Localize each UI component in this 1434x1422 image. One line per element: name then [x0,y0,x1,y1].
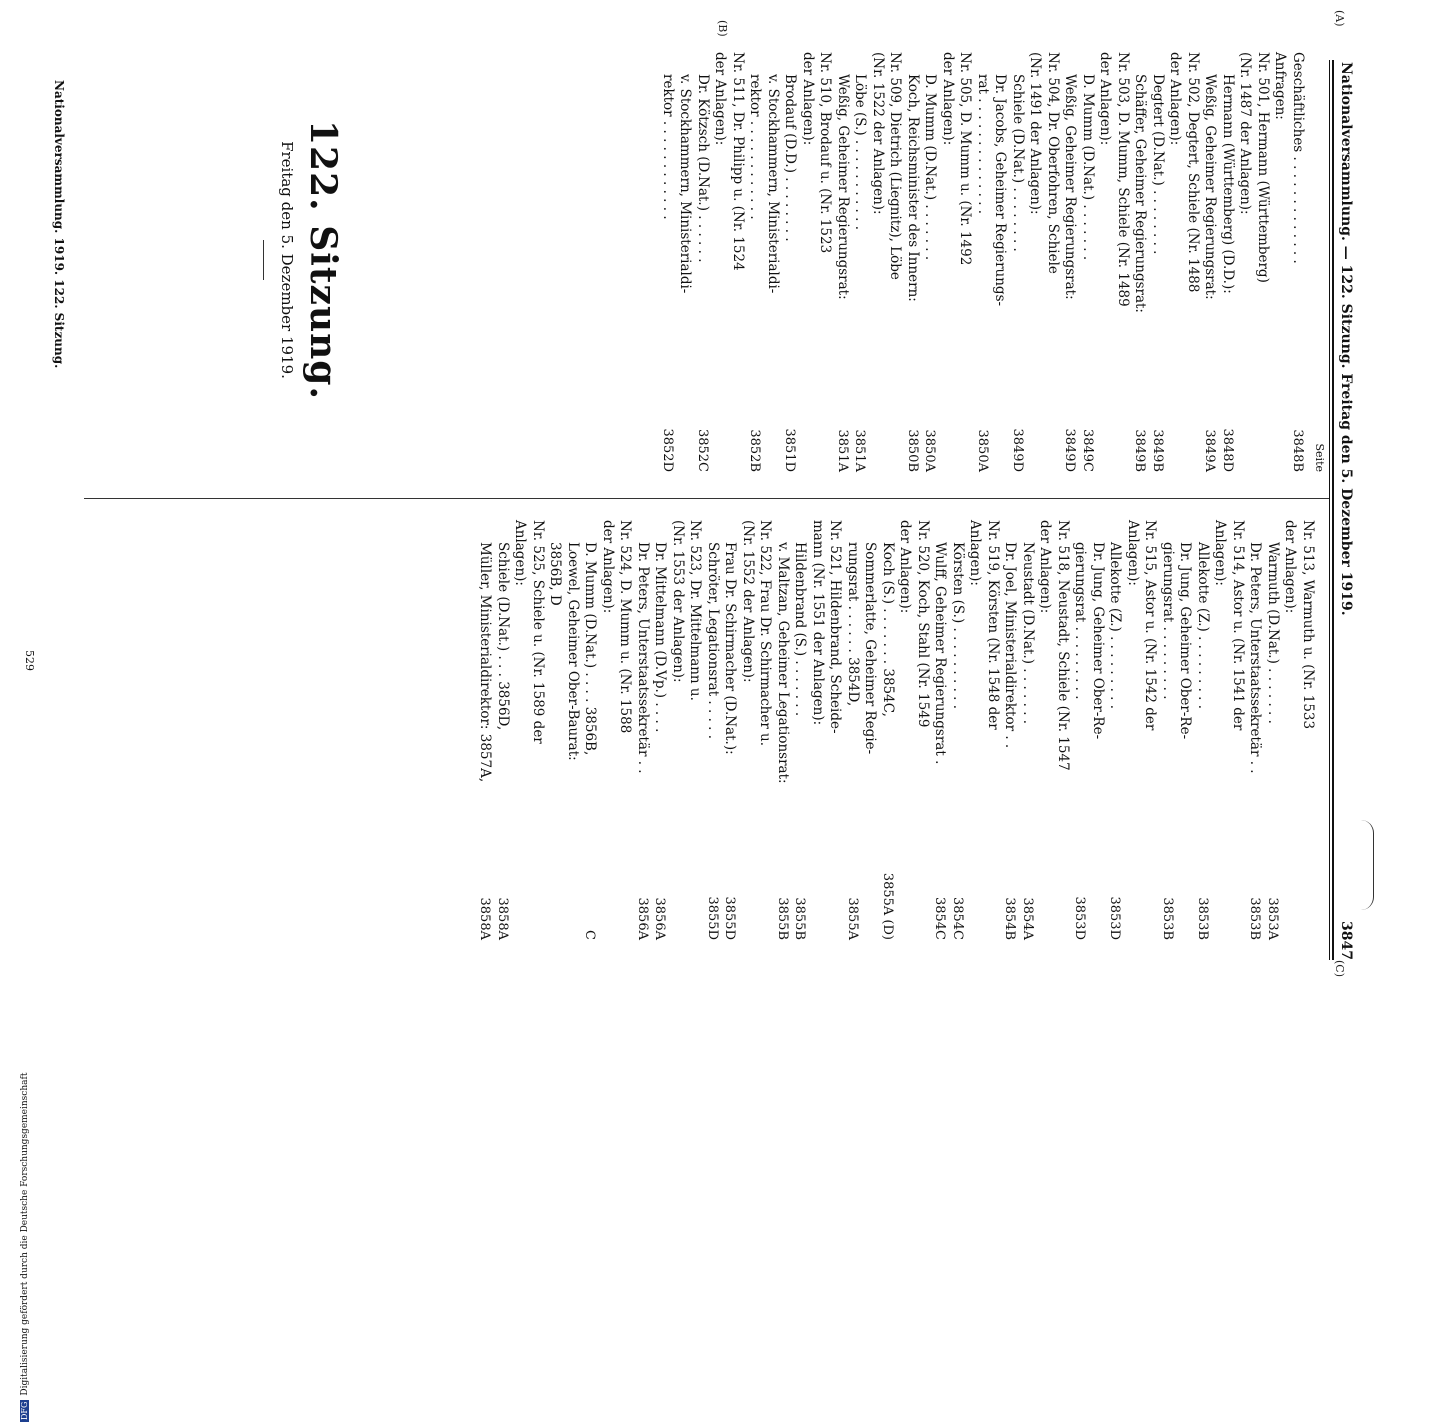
toc-entry-text: Geschäftliches . . . . . . . . . . . . . [1290,52,1306,264]
toc-entry-text: Dr. Jung, Geheimer Ober-Re- gierungsrat . . . . . . . . . [1072,542,1106,740]
toc-entry-text: D. Mumm (D.Nat.) . . . . . . . [1080,74,1096,261]
column-divider [84,498,1329,499]
toc-entry [1264,520,1282,940]
toc-entry-text: Nr. 515, Astor u. (Nr. 1542 der Anlagen): [1125,520,1159,731]
toc-entry-text: Dr. Joel, Ministerialdirektor . . [1002,542,1019,749]
toc-entry [476,520,494,940]
toc-entry-text: Schäffer, Geheimer Regierungsrat: [1132,74,1149,313]
toc-entry-text: Nr. 514, Astor u. (Nr. 1541 der Anlagen): [1212,520,1246,731]
toc-entry-text: Dr. Peters, Unterstaatssekretär . . [635,542,651,774]
toc-entry [721,520,739,940]
toc-entry-text: Sommerlatte, Geheimer Regie- rungsrat . . . . . . 3854D, [845,542,879,755]
toc-entry-page: 3850B [905,429,920,472]
toc-entry [1009,52,1027,472]
toc-entry-page: 3855D [722,896,738,940]
decorative-swash [1361,820,1374,910]
toc-entry-text: v. Maltzan, Geheimer Legationsrat: [775,542,791,784]
toc-entry-text: Nr. 523, Dr. Mittelmann u. (Nr. 1553 der Anlagen): [670,520,704,701]
toc-entry-text: Nr. 520, Koch, Stahl (Nr. 1549 der Anlagen): [897,520,931,728]
toc-entry [1036,520,1071,940]
margin-mark-a: (A) [1333,10,1346,27]
toc-entry-page: 3849A [1202,429,1218,472]
toc-entry [1211,520,1246,940]
toc-entry-page: 3854C [932,896,948,940]
toc-entry-page: 3858A [477,897,493,940]
toc-entry-text: Nr. 524, D. Mumm u. (Nr. 1588 der Anlagen): [600,520,634,734]
toc-entry [746,52,781,472]
toc-entry [809,520,844,940]
toc-entry [1166,52,1201,472]
toc-entry-page: C [582,930,598,940]
toc-entry-text: Nr. 522, Frau Dr. Schirmacher u. (Nr. 1552 der Anlagen): [740,520,774,747]
toc-entry-text: Nr. 518, Neustadt, Schiele (Nr. 1547 der Anlagen): [1037,520,1071,771]
toc-entry-text: Warmuth (D.Nat.) . . . . . . . [1265,542,1281,724]
toc-entry-page: 3854B [1002,897,1018,940]
toc-entry [651,520,669,940]
toc-entry-text: Schiele (D.Nat.) . . . . . . . . [1010,74,1026,252]
session-title: 122. Sitzung. [302,119,344,400]
toc-entry-page: 3850A [975,429,990,472]
toc-entry [739,520,774,940]
toc-entry-text: Weßig, Geheimer Regierungsrat: [1062,74,1079,300]
toc-entry-page: 3855B [792,897,808,940]
seite-label: Seite [1313,443,1326,472]
toc-entry-page: 3849D [1010,428,1025,472]
toc-entry [966,520,1001,940]
dfg-badge: DFG [20,1401,29,1420]
toc-entry-text: Nr. 511, Dr. Philipp u. (Nr. 1524 der Anlagen): [712,52,746,271]
toc-entry [896,520,931,940]
toc-entry-page: 3853A [1265,897,1280,940]
toc-entry-text: Allekotte (Z.) . . . . . . . . . [1195,542,1211,710]
page-footer: Nationalversammlung. 1919. 122. Sitzung. [52,80,66,369]
toc-entry-page: 3852B [747,429,763,472]
toc-entry [1159,520,1194,940]
toc-entry [1106,520,1124,940]
toc-entry-text: Nr. 502, Degtert, Schiele (Nr. 1488 der Anlagen): [1167,52,1201,293]
toc-entry [939,52,974,472]
toc-entry-page: 3853B [1195,897,1210,940]
toc-entry-text: Nr. 510, Brodauf u. (Nr. 1523 der Anlagen): [800,52,834,254]
toc-entry-text: Körsten (S.) . . . . . . . . . . [950,542,966,710]
toc-entry-text: Nr. 525, Schiele u. (Nr. 1589 der Anlagen): [512,520,546,744]
toc-entry [694,52,712,472]
toc-entry-text: Dr. Peters, Unterstaatssekretär . . [1247,542,1264,774]
toc-entry-page: 3855A (D) [880,872,895,940]
digitization-text: Digitalisierung gefördert durch die Deutsche Forschungsgemeinschaft [20,1072,30,1396]
toc-entry-page: 3856A [635,897,650,940]
toc-entry [1124,520,1159,940]
toc-entry-text: D. Mumm (D.Nat.) . . . . 3856B, [582,542,599,756]
toc-column-left [659,52,1307,472]
header-page-number: 3847 [1338,921,1354,960]
toc-entry [1219,52,1237,472]
toc-entry-text: Nr. 504, Dr. Oberfohren, Schiele (Nr. 1491 der Anlagen): [1027,52,1061,274]
toc-entry-text: Löbe (S.) . . . . . . . . . . . [852,74,869,231]
toc-entry-text: Wulff, Geheimer Regierungsrat . [932,542,949,765]
toc-entry-text: Schiele (D.Nat.) . . . 3856D, [495,542,511,731]
title-rule [263,240,264,280]
toc-entry-page: 3856A [652,897,668,940]
toc-entry-text: Dr. Mittelmann (D.Vp.) . . . . [652,542,669,733]
toc-entry-page: 3851D [782,428,798,472]
toc-entry [634,520,652,940]
toc-entry-text: Hildenbrand (S.) . . . . . . . [792,542,809,717]
toc-entry-page: 3849B [1150,429,1165,472]
toc-entry-page: 3855A [845,897,860,940]
toc-entry-text: Loewel, Geheimer Ober-Baurat: [565,542,581,761]
toc-entry-page: 3854A [1020,897,1035,940]
toc-entry [774,520,792,940]
toc-entry-page: 3858A [495,897,510,940]
toc-entry [1026,52,1061,472]
toc-entry [1281,520,1316,940]
toc-entry [1019,520,1037,940]
toc-entry [511,520,546,940]
toc-entry-text: Dr. Jung, Geheimer Ober-Re- gierungsrat . . . . . . . . . [1160,542,1194,740]
toc-entry-text: Nr. 503, D. Mumm, Schiele (Nr. 1489 der Anlagen): [1097,52,1131,307]
toc-entry-page: 3849D [1062,428,1078,472]
toc-entry-text: Schröter, Legationsrat . . . . . [705,542,721,740]
toc-entry [921,52,939,472]
toc-entry [564,520,582,940]
toc-entry [581,520,599,940]
toc-entry [1131,52,1149,472]
toc-entry [879,520,897,940]
toc-entry [1271,52,1289,472]
session-date: Freitag den 5. Dezember 1919. [278,141,296,379]
toc-entry-text: Neustadt (D.Nat.) . . . . . . . [1020,542,1036,725]
toc-entry-text: Anfragen: [1272,52,1289,120]
toc-entry-text: Nr. 509, Dietrich (Liegnitz), Löbe (Nr. 1522 der Anlagen): [870,52,904,280]
toc-entry-page: 3849B [1132,429,1148,472]
digitization-note [20,1073,30,1422]
toc-entry [844,520,879,940]
toc-entry-page: 3850A [922,429,938,472]
toc-entry-text: Brodauf (D.D.) . . . . . . . . [782,74,799,242]
toc-entry [931,520,949,940]
toc-entry [1246,520,1264,940]
toc-entry [669,520,704,940]
toc-entry-page: 3853D [1072,896,1088,940]
session-title-block [263,40,344,480]
toc-entry [546,520,564,940]
toc-entry [1149,52,1167,472]
toc-entry [904,52,922,472]
toc-entry [799,52,834,472]
toc-entry [791,520,809,940]
toc-entry-text: Koch (S.) . . . . . . . 3854C, [880,542,896,717]
toc-entry [834,52,852,472]
toc-entry-page: 3853B [1247,897,1263,940]
toc-entry [659,52,694,472]
toc-entry [1071,520,1106,940]
toc-entry-text: v. Stockhammern, Ministerialdi- rektor . . . . . . . . . . . . [747,74,781,294]
toc-entry-page: 3853D [1107,896,1123,940]
running-header: Nationalversammlung. — 122. Sitzung. Freitag den 5. Dezember 1919. [1338,62,1354,616]
toc-entry [711,52,746,472]
toc-entry-text: 3856B, D [547,542,564,606]
toc-entry [869,52,904,472]
toc-entry-page: 3854C [950,896,965,940]
toc-entry-text: Frau Dr. Schirmacher (D.Nat.): [722,542,739,755]
header-rule [1329,60,1334,960]
toc-entry-text: Nr. 501, Hermann (Württemberg) (Nr. 1487 der Anlagen): [1237,52,1271,283]
toc-entry-page: 3849C [1080,428,1095,472]
toc-entry-page: 3852D [660,428,675,472]
toc-entry-page: 3848D [1220,428,1235,472]
toc-entry-page: 3855B [775,897,790,940]
margin-mark-b: (B) [716,20,729,37]
toc-entry [1001,520,1019,940]
toc-entry [1096,52,1131,472]
toc-entry-page: 3851A [835,429,850,472]
toc-entry [1201,52,1219,472]
toc-entry [974,52,1009,472]
toc-entry-page: 3855D [705,896,720,940]
toc-entry-text: Nr. 513, Warmuth u. (Nr. 1533 der Anlagen): [1282,520,1316,730]
toc-entry [1289,52,1307,472]
toc-entry [599,520,634,940]
toc-column-right [476,520,1316,940]
toc-entry-page: 3848B [1290,429,1305,472]
toc-entry-text: Allekotte (Z.) . . . . . . . . . [1107,542,1124,710]
toc-entry-page: 3853B [1160,897,1175,940]
toc-entry-text: D. Mumm (D.Nat.) . . . . . . . [922,74,939,261]
toc-entry [781,52,799,472]
toc-entry-page: 3852C [695,428,710,472]
toc-entry-text: Dr. Jacobs, Geheimer Regierungs- rat . . . . . . . . . . . . . . [975,74,1009,307]
toc-entry-text: Weßig, Geheimer Regierungsrat: [1202,74,1219,300]
toc-entry [494,520,512,940]
toc-entry-page: 3851A [852,429,868,472]
toc-entry [1194,520,1212,940]
toc-entry-text: Nr. 521, Hildenbrand, Scheide- mann (Nr. 1551 der Anlagen): [810,520,844,734]
toc-entry-text: Nr. 519, Körsten (Nr. 1548 der Anlagen): [967,520,1001,730]
toc-entry [1236,52,1271,472]
toc-entry [1079,52,1097,472]
toc-entry-text: v. Stockhammern, Ministerialdi- rektor . . . . . . . . . . . . [660,74,694,294]
toc-entry-text: Weßig, Geheimer Regierungsrat: [835,74,851,300]
seite-header [1313,40,1326,480]
toc-entry [704,520,722,940]
toc-entry-text: Koch, Reichsminister des Innern: [905,74,921,302]
toc-entry [949,520,967,940]
toc-entry-text: Hermann (Württemberg) (D.D.): [1220,74,1236,294]
footer-page-mark: 529 [23,650,36,671]
toc-entry-text: Nr. 505, D. Mumm u. (Nr. 1492 der Anlagen): [940,52,974,266]
margin-mark-c: (C) [1333,960,1346,977]
toc-entry [851,52,869,472]
toc-entry-text: Dr. Kötzsch (D.Nat.) . . . . . . [695,74,711,263]
toc-entry-text: Müller, Ministerialdirektor: 3857A, [477,542,494,783]
toc-entry-text: Degtert (D.Nat.) . . . . . . . . [1150,74,1166,255]
toc-entry [1061,52,1079,472]
